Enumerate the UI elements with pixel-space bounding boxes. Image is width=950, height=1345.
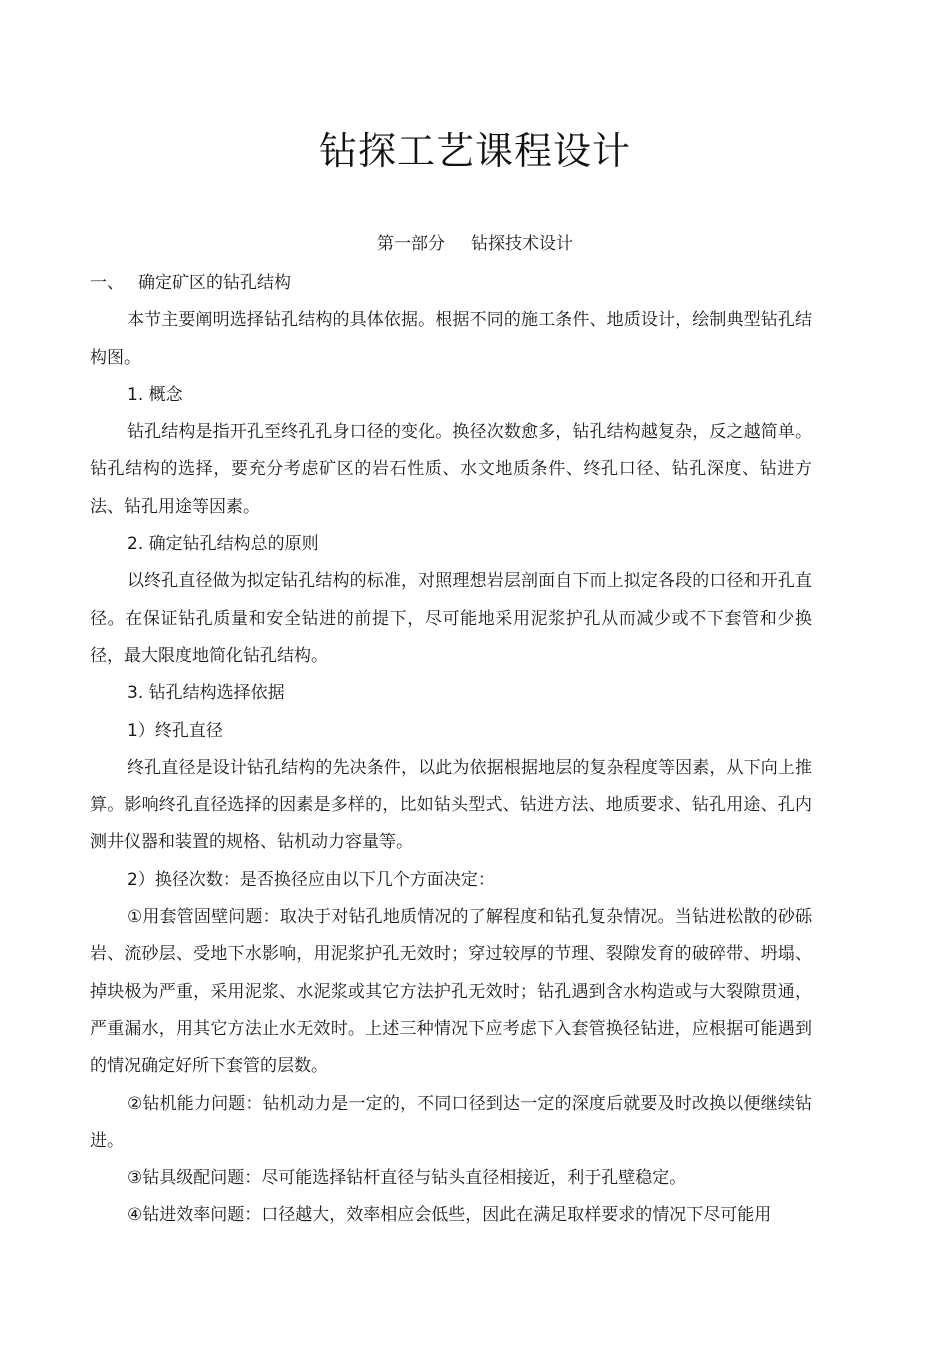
subheading-principle: 2. 确定钻孔结构总的原则 bbox=[127, 534, 319, 555]
part-heading bbox=[0, 229, 950, 254]
section-number: 一、 bbox=[90, 273, 124, 293]
subheading-basis: 3. 钻孔结构选择依据 bbox=[127, 683, 285, 704]
paragraph-principle: 以终孔直径做为拟定钻孔结构的标准，对照理想岩层剖面自下而上拟定各段的口径和开孔直径。在保证钻孔质量和安全钻进的前提下，尽可能地采用泥浆护孔从而减少或不下套管和少换径，最大限度地简化钻孔结构。 bbox=[90, 571, 812, 666]
document-title: 钻探工艺课程设计 bbox=[318, 129, 631, 173]
list-item-efficiency: ④钻进效率问题：口径越大，效率相应会低些，因此在满足取样要求的情况下尽可能用 bbox=[127, 1205, 772, 1226]
paragraph-concept: 钻孔结构是指开孔至终孔孔身口径的变化。换径次数愈多，钻孔结构越复杂，反之越简单。钻孔结构的选择，要充分考虑矿区的岩石性质、水文地质条件、终孔口径、钻孔深度、钻进方法、钻孔用途等因素。 bbox=[90, 422, 812, 517]
paragraph-intro: 本节主要阐明选择钻孔结构的具体依据。根据不同的施工条件、地质设计，绘制典型钻孔结构图。 bbox=[90, 310, 812, 368]
list-item-rig-capacity: ②钻机能力问题：钻机动力是一定的，不同口径到达一定的深度后就要及时改换以便继续钻进。 bbox=[90, 1093, 812, 1151]
section-title: 确定矿区的钻孔结构 bbox=[138, 273, 291, 293]
section-heading bbox=[90, 265, 812, 302]
part-label: 第一部分 bbox=[377, 234, 445, 254]
subheading-diameter-changes: 2）换径次数：是否换径应由以下几个方面决定： bbox=[127, 869, 495, 890]
subheading-final-diameter: 1）终孔直径 bbox=[127, 720, 223, 741]
part-name: 钻探技术设计 bbox=[471, 234, 573, 254]
list-item-tool-grading: ③钻具级配问题：尽可能选择钻杆直径与钻头直径相接近，利于孔壁稳定。 bbox=[127, 1168, 687, 1189]
list-item-casing: ①用套管固壁问题：取决于对钻孔地质情况的了解程度和钻孔复杂情况。当钻进松散的砂砾岩、流砂层、受地下水影响，用泥浆护孔无效时；穿过较厚的节理、裂隙发育的破碎带、坍塌、掉块极为严重，采用泥浆、水泥浆或其它方法护孔无效时；钻孔遇到含水构造或与大裂隙贯通，严重漏水，用其它方法止水无效时。上述三种情况下应考虑下入套管换径钻进，应根据可能遇到的情况确定好所下套管的层数。 bbox=[90, 907, 812, 1077]
paragraph-final-diameter: 终孔直径是设计钻孔结构的先决条件，以此为依据根据地层的复杂程度等因素，从下向上推算。影响终孔直径选择的因素是多样的，比如钻头型式、钻进方法、地质要求、钻孔用途、孔内测井仪器和装置的规格、钻机动力容量等。 bbox=[90, 757, 812, 853]
document-body bbox=[90, 265, 812, 1235]
subheading-concept: 1. 概念 bbox=[127, 384, 183, 405]
